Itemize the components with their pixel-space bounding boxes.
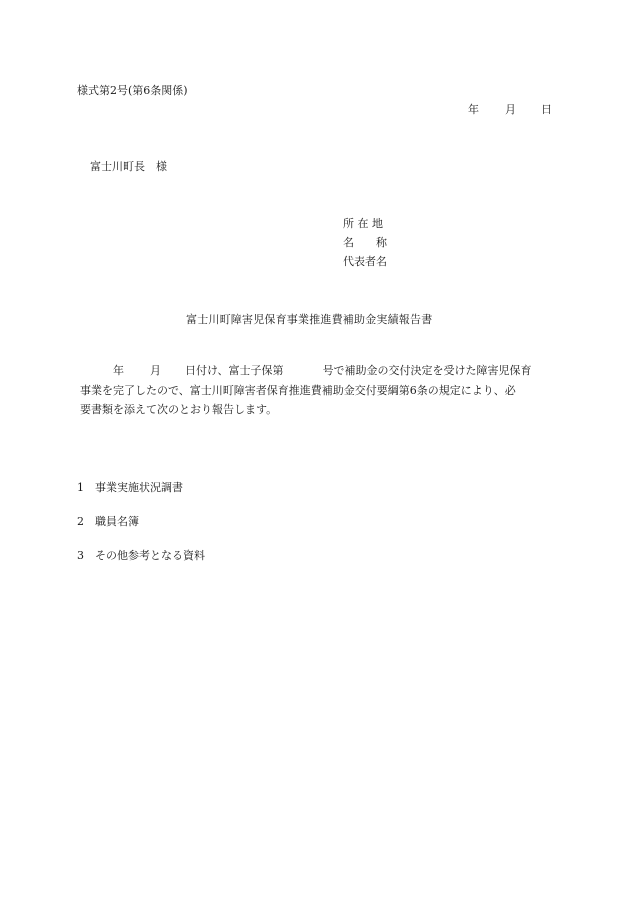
document-title: 富士川町障害児保育事業推進費補助金実績報告書 <box>186 313 433 326</box>
representative-label: 代表者名 <box>343 255 387 268</box>
addressee: 富士川町長 様 <box>90 160 167 173</box>
list-item <box>77 515 205 549</box>
body-line-2: 事業を完了したので、富士川町障害者保育推進費補助金交付要綱第6条の規定により、必 <box>80 383 516 397</box>
address-label: 所 在 地 <box>343 217 383 230</box>
item-label: 職員名簿 <box>95 515 139 528</box>
applicant-block <box>343 217 387 274</box>
body-line1-mid: 日付け、富士子保第 <box>185 364 284 377</box>
date-month: 月 <box>505 103 516 116</box>
report-body <box>80 361 558 420</box>
item-number: 3 <box>77 549 84 562</box>
body-line-3: 要書類を添えて次のとおり報告します。 <box>80 403 278 416</box>
date-day: 日 <box>541 103 552 116</box>
item-number: 2 <box>77 515 84 528</box>
form-number: 様式第2号(第6条関係) <box>77 84 188 97</box>
item-label: その他参考となる資料 <box>95 549 205 562</box>
body-month: 月 <box>150 364 161 377</box>
list-item <box>77 481 205 515</box>
attachment-list <box>77 481 205 583</box>
body-line-1 <box>80 361 558 381</box>
date-line <box>468 103 552 117</box>
name-label: 名 称 <box>343 236 387 249</box>
list-item <box>77 549 205 583</box>
body-year: 年 <box>113 364 124 377</box>
body-line1-tail: 号で補助金の交付決定を受けた障害児保育 <box>322 364 532 377</box>
date-year: 年 <box>468 103 479 116</box>
item-number: 1 <box>77 481 84 494</box>
item-label: 事業実施状況調書 <box>95 481 183 494</box>
